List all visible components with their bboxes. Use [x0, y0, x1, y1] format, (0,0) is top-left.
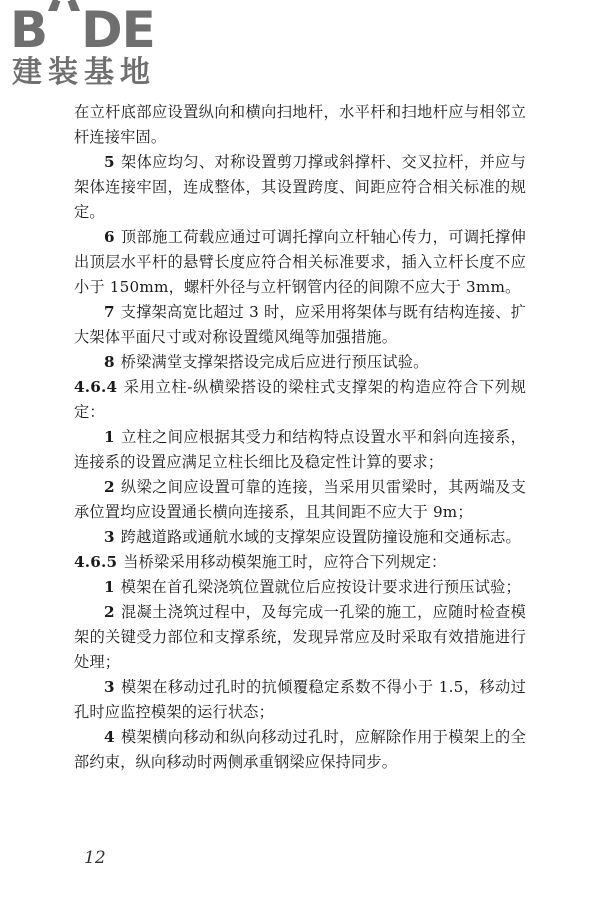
- list-item: [74, 525, 526, 550]
- item-number: 7: [104, 303, 115, 321]
- section-number: 4.6.4: [74, 378, 118, 396]
- bade-logo: [10, 1, 180, 94]
- item-text: 跨越道路或通航水域的支撑架应设置防撞设施和交通标志。: [120, 528, 521, 546]
- item-text: 支撑架高宽比超过 3 时，应采用将架体与既有结构连接、扩大架体平面尺寸或对称设置缆风绳等加强措施。: [74, 303, 526, 346]
- item-number: 3: [104, 678, 115, 696]
- item-text: 顶部施工荷载应通过可调托撑向立杆轴心传力，可调托撑伸出顶层水平杆的悬臂长度应符合相关标准要求，插入立杆长度不应小于 150mm，螺杆外径与立杆钢管内径的间隙不应大于 3mm。: [74, 228, 526, 296]
- item-number: 1: [104, 578, 115, 596]
- item-text: 模架横向移动和纵向移动过孔时，应解除作用于模架上的全部约束，纵向移动时两侧承重钢梁应保持同步。: [74, 728, 526, 771]
- page-number: 12: [84, 848, 106, 868]
- item-text: 立柱之间应根据其受力和结构特点设置水平和斜向连接系，连接系的设置应满足立柱长细比及稳定性计算的要求；: [74, 428, 526, 471]
- list-item: [74, 225, 526, 300]
- list-item: [74, 150, 526, 225]
- paragraph-continuation: 在立杆底部应设置纵向和横向扫地杆，水平杆和扫地杆应与相邻立杆连接牢固。: [74, 103, 526, 146]
- item-number: 4: [104, 728, 115, 746]
- item-number: 2: [104, 603, 115, 621]
- item-number: 5: [104, 153, 115, 171]
- item-number: 3: [104, 528, 115, 546]
- item-number: 8: [104, 353, 115, 371]
- item-number: 2: [104, 478, 115, 496]
- item-number: 6: [104, 228, 115, 246]
- section-clause: [74, 550, 526, 575]
- list-item: [74, 475, 526, 525]
- item-text: 模架在移动过孔时的抗倾覆稳定系数不得小于 1.5，移动过孔时应监控模架的运行状态；: [74, 678, 526, 721]
- logo-wordmark-suffix: DE: [81, 1, 155, 59]
- logo-subtitle: 建装基地: [12, 55, 156, 90]
- item-number: 1: [104, 428, 115, 446]
- list-item: [74, 600, 526, 675]
- list-item: [74, 300, 526, 350]
- item-text: 混凝土浇筑过程中，及每完成一孔梁的施工，应随时检查模架的关键受力部位和支撑系统，发现异常应及时采取有效措施进行处理；: [74, 603, 526, 671]
- list-item: [74, 425, 526, 475]
- item-text: 模架在首孔梁浇筑位置就位后应按设计要求进行预压试验；: [120, 578, 521, 596]
- section-text: 采用立柱-纵横梁搭设的梁柱式支撑架的构造应符合下列规定：: [74, 378, 526, 421]
- section-clause: [74, 375, 526, 425]
- logo-wordmark: [10, 1, 155, 59]
- section-text: 当桥梁采用移动模架施工时，应符合下列规定：: [123, 553, 447, 571]
- list-item: [74, 575, 526, 600]
- item-text: 桥梁满堂支撑架搭设完成后应进行预压试验。: [120, 353, 429, 371]
- logo-a-glyph-icon: [47, 7, 81, 47]
- list-item: [74, 675, 526, 725]
- item-text: 纵梁之间应设置可靠的连接，当采用贝雷梁时，其两端及支承位置均应设置通长横向连接系，且其间距不应大于 9m；: [74, 478, 526, 521]
- list-item: [74, 725, 526, 775]
- list-item: [74, 350, 526, 375]
- logo-wordmark-prefix: B: [10, 1, 48, 59]
- item-text: 架体应均匀、对称设置剪刀撑或斜撑杆、交叉拉杆，并应与架体连接牢固，连成整体，其设置跨度、间距应符合相关标准的规定。: [74, 153, 526, 221]
- document-body: [74, 100, 526, 775]
- section-number: 4.6.5: [74, 553, 118, 571]
